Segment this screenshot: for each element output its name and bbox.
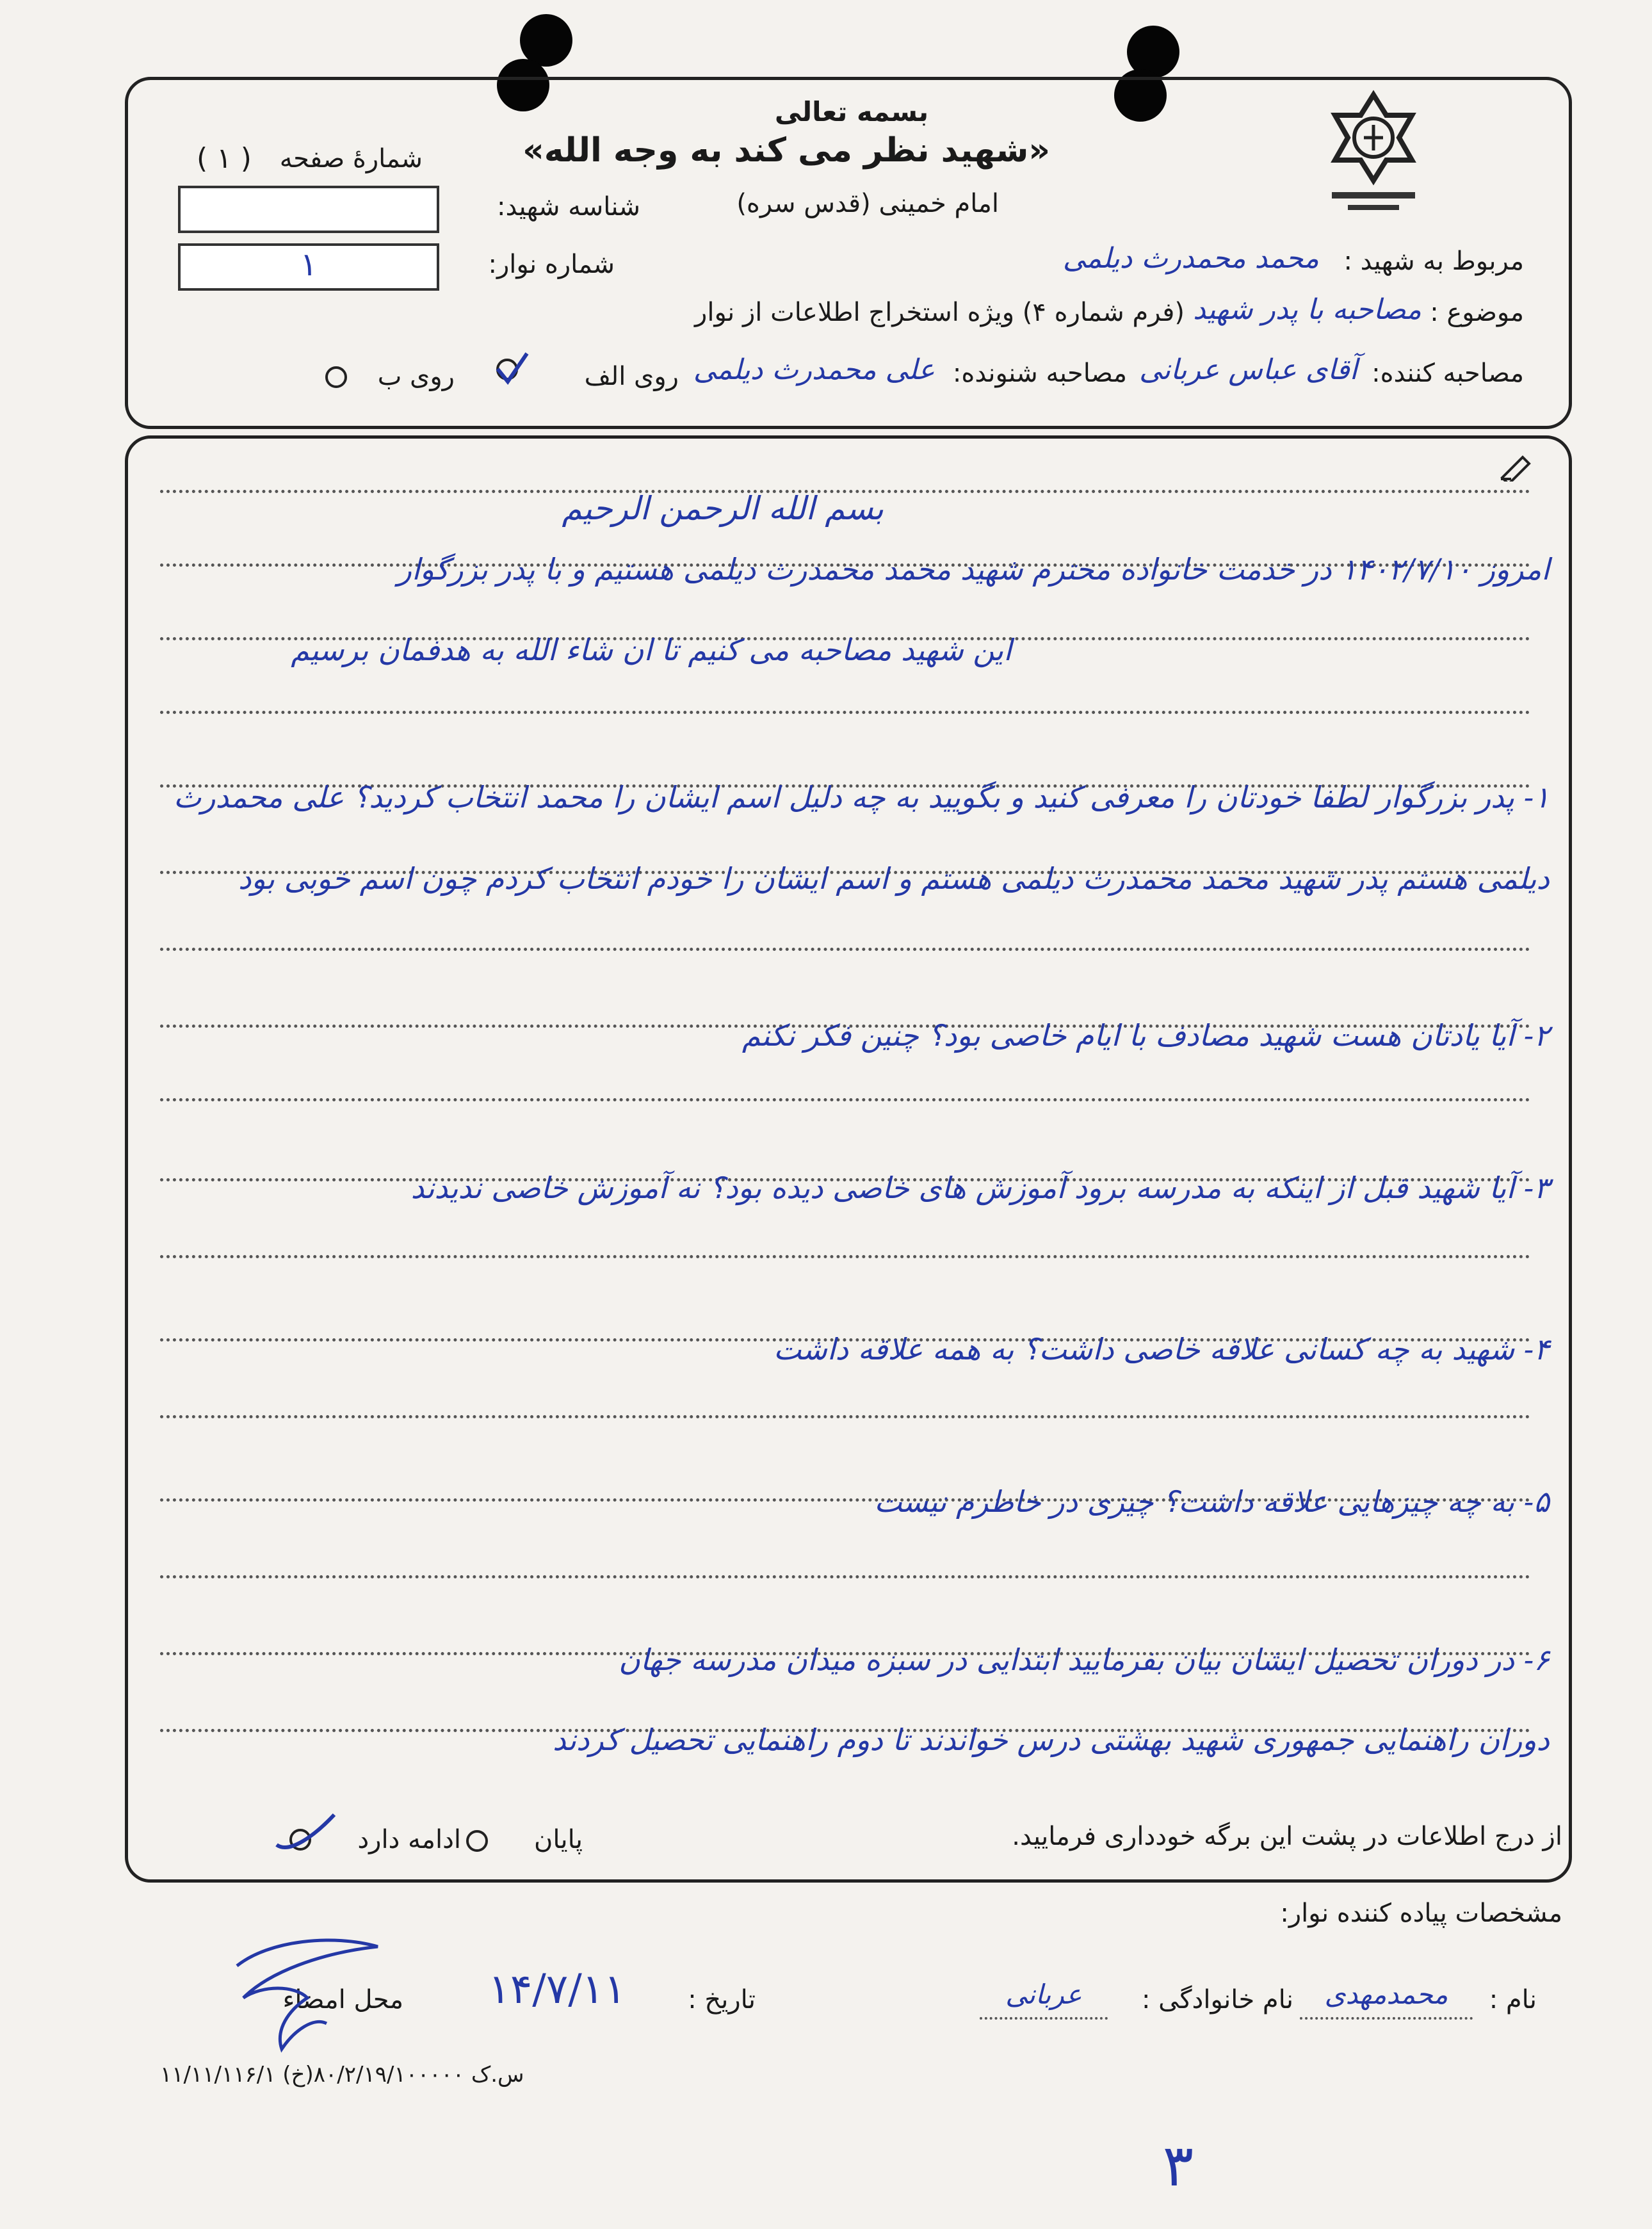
transcript-line: امروز ۱۴۰۲/۷/۱۰ در خدمت خانواده محترم شهید محمد محمدرث دیلمی هستیم و با پدر بزرگوار (397, 552, 1550, 587)
ruled-line (160, 948, 1530, 951)
interviewee-label: مصاحبه شنونده: (952, 359, 1127, 388)
ruled-line (160, 1255, 1530, 1258)
interviewee-value: علی محمدرث دیلمی (693, 353, 935, 386)
continues-label: ادامه دارد (357, 1825, 461, 1854)
check-mark-icon (270, 1810, 341, 1854)
page-number-value: ( ۱ ) (197, 142, 252, 175)
name-value: محمدمهدی (1324, 1979, 1448, 2010)
transcript-line: ۱- پدر بزرگوار لطفا خودتان را معرفی کنید و بگویید به چه دلیل اسم ایشان را محمد انتخاب کردید؟ علی محمدرث (173, 780, 1550, 815)
transcript-line: دیلمی هستم پدر شهید محمد محمدرث دیلمی هستم و اسم ایشان را خودم انتخاب کردم چون اسم خوبی بود (238, 861, 1550, 896)
basmala-heading: بسمه تعالی (774, 96, 929, 127)
subject-label: موضوع : (1430, 298, 1524, 327)
check-mark-icon (492, 350, 531, 388)
form-title: (فرم شماره ۴) ویژه استخراج اطلاعات از نوار (695, 298, 1185, 327)
foundation-emblem-icon (1319, 90, 1428, 224)
transcript-line: این شهید مصاحبه می کنیم تا ان شاء الله به هدفمان برسیم (291, 633, 1012, 667)
side-b-radio[interactable] (325, 366, 347, 388)
sheet-number: ۳ (1162, 2132, 1194, 2200)
form-code: ۱۱/۱۱/۱۱۶/۱ س.ک ۸۰/۲/۱۹/۱۰۰۰۰۰(خ) (160, 2062, 524, 2087)
tape-number-value: ۱ (300, 246, 318, 283)
back-side-notice: از درج اطلاعات در پشت این برگه خودداری فرمایید. (1012, 1822, 1562, 1851)
related-martyr-label: مربوط به شهید : (1343, 247, 1524, 276)
imam-attribution: امام خمینی (قدس سره) (736, 189, 999, 218)
transcript-line: دوران راهنمایی جمهوری شهید بهشتی درس خواندند تا دوم راهنمایی تحصیل کردند (553, 1722, 1550, 1757)
subject-value: مصاحبه با پدر شهید (1193, 293, 1421, 326)
transcript-line: ۵- به چه چیزهایی علاقه داشت؟ چیزی در خاطرم نیست (874, 1484, 1550, 1519)
martyr-id-field[interactable] (178, 186, 439, 233)
date-value: ۱۴/۷/۱۱ (488, 1966, 626, 2013)
interviewer-label: مصاحبه کننده: (1372, 359, 1524, 388)
side-b-label: روی ب (377, 362, 455, 391)
end-label: پایان (533, 1825, 583, 1854)
martyr-id-label: شناسه شهید: (497, 192, 640, 222)
transcript-line: بسم الله الرحمن الرحیم (562, 490, 884, 527)
signature-mark (218, 1927, 384, 2055)
signature-label: محل امضاء (282, 1985, 403, 2014)
date-label: تاریخ : (688, 1985, 756, 2014)
side-a-label: روی الف (584, 362, 679, 391)
transcript-line: ۲- آیا یادتان هست شهید مصادف با ایام خاصی بود؟ چنین فکر نکنم (741, 1018, 1550, 1053)
ruled-line (160, 1575, 1530, 1578)
family-underline (980, 2017, 1108, 2020)
pen-icon (1498, 453, 1533, 482)
page-number-label: شمارهٔ صفحه (279, 144, 423, 174)
related-martyr-value: محمد محمدرث دیلمی (1062, 242, 1319, 275)
transcript-line: ۶- در دوران تحصیل ایشان بیان بفرمایید ابتدایی در سبزه میدان مدرسه جهان (619, 1642, 1550, 1677)
transcript-line: ۴- شهید به چه کسانی علاقه خاصی داشت؟ به همه علاقه داشت (773, 1332, 1550, 1366)
tape-number-field[interactable] (178, 243, 439, 291)
transcript-line: ۳- آیا شهید قبل از اینکه به مدرسه برود آموزش های خاصی دیده بود؟ نه آموزش خاصی ندیدند (410, 1171, 1550, 1205)
ruled-line (160, 1415, 1530, 1418)
side-a-radio[interactable] (496, 359, 518, 380)
continues-radio[interactable] (289, 1829, 311, 1851)
ruled-line (160, 711, 1530, 714)
ruled-line (160, 1098, 1530, 1101)
header-quote: «شهید نظر می کند به وجه الله» (522, 131, 1050, 170)
name-label: نام : (1489, 1985, 1537, 2014)
family-value: عربانی (1005, 1979, 1082, 2010)
end-radio[interactable] (466, 1830, 488, 1852)
family-label: نام خانوادگی : (1141, 1985, 1293, 2014)
tape-number-label: شماره نوار: (488, 250, 615, 279)
transcriber-label: مشخصات پیاده کننده نوار: (1280, 1899, 1562, 1928)
interviewer-value: آقای عباس عربانی (1139, 353, 1357, 386)
name-underline (1300, 2017, 1473, 2020)
